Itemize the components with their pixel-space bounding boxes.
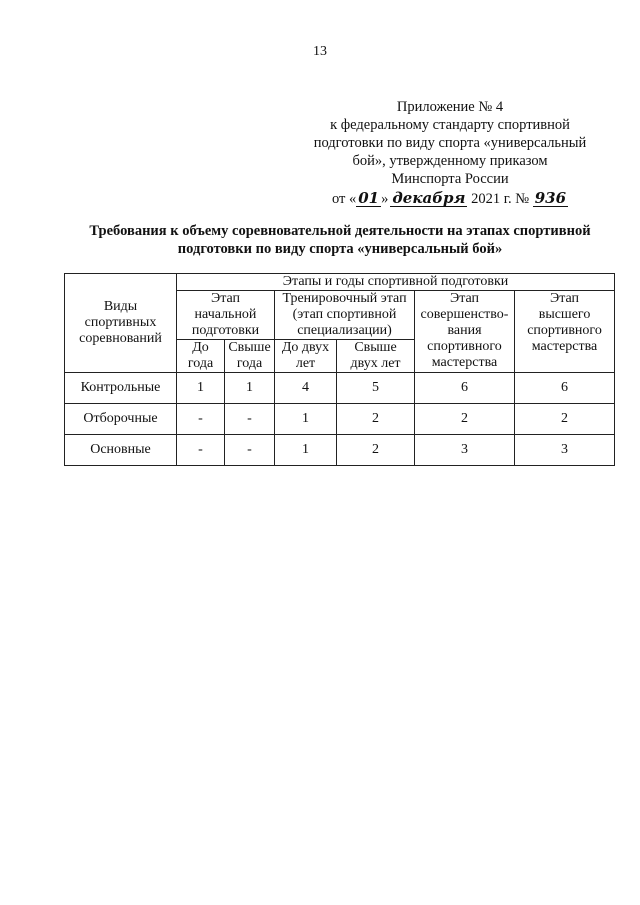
row-label: Отборочные <box>65 404 177 435</box>
header-stage-training <box>275 291 415 340</box>
appendix-header <box>290 98 610 208</box>
table-cell: 1 <box>225 373 275 404</box>
header-text: года <box>236 356 263 371</box>
appendix-line: подготовки по виду спорта «универсальный <box>313 135 587 151</box>
header-text: Этап <box>449 291 480 306</box>
header-text: мастерства <box>431 355 498 370</box>
handwritten-day: 01 <box>358 189 380 207</box>
header-text: подготовки <box>191 323 260 338</box>
header-sub-over-year <box>225 340 275 373</box>
document-title <box>60 222 620 258</box>
header-text: спортивных <box>84 315 157 330</box>
header-text: лет <box>295 356 316 371</box>
table-cell: 6 <box>515 373 615 404</box>
header-sub-over-two-years <box>337 340 415 373</box>
header-stages: Этапы и годы спортивной подготовки <box>177 274 615 291</box>
header-text: До двух <box>281 340 330 355</box>
table-cell: 2 <box>337 404 415 435</box>
table-cell: - <box>177 404 225 435</box>
date-prefix: от « <box>331 191 357 207</box>
header-text: специализации) <box>297 323 392 338</box>
table-row <box>65 435 615 466</box>
handwritten-month: декабря <box>392 189 466 207</box>
year-text: 2021 г. № <box>471 191 530 207</box>
header-text: спортивного <box>527 323 602 338</box>
table-row <box>65 404 615 435</box>
header-competition-types <box>65 274 177 373</box>
handwritten-number: 936 <box>534 189 567 207</box>
appendix-line: бой», утвержденному приказом <box>352 153 548 169</box>
header-text: Свыше <box>354 340 397 355</box>
header-text: Тренировочный этап <box>282 291 407 306</box>
appendix-line: Приложение № 4 <box>396 99 504 115</box>
appendix-line: к федеральному стандарту спортивной <box>330 117 570 133</box>
header-text: совершенство- <box>420 307 509 322</box>
table-cell: - <box>177 435 225 466</box>
table-cell: 5 <box>337 373 415 404</box>
header-text: Этап <box>549 291 580 306</box>
header-text: До <box>192 340 209 355</box>
header-text: начальной <box>194 307 257 322</box>
table-cell: 6 <box>415 373 515 404</box>
header-stage-initial <box>177 291 275 340</box>
order-date-line <box>290 190 610 208</box>
header-text: (этап спортивной <box>292 307 397 322</box>
header-text: спортивного <box>427 339 502 354</box>
table-cell: - <box>225 435 275 466</box>
table-cell: 1 <box>275 404 337 435</box>
table-cell: 2 <box>515 404 615 435</box>
header-text: года <box>187 356 214 371</box>
requirements-table <box>64 273 615 466</box>
title-line: Требования к объему соревновательной деятельности на этапах спортивной <box>89 223 591 239</box>
table-row <box>65 373 615 404</box>
table-cell: 3 <box>515 435 615 466</box>
header-text: двух лет <box>350 356 401 371</box>
header-sub-up-to-year <box>177 340 225 373</box>
quote-close: » <box>381 191 389 207</box>
row-label: Контрольные <box>65 373 177 404</box>
header-text: вания <box>447 323 482 338</box>
header-text: Свыше <box>228 340 271 355</box>
header-text: высшего <box>538 307 591 322</box>
table-cell: 2 <box>337 435 415 466</box>
header-text: Виды <box>103 299 138 314</box>
row-label: Основные <box>65 435 177 466</box>
header-text: Этап <box>210 291 241 306</box>
header-text: соревнований <box>79 331 162 346</box>
header-stage-improvement <box>415 291 515 373</box>
header-stage-highest <box>515 291 615 373</box>
title-line: подготовки по виду спорта «универсальный бой» <box>177 241 503 257</box>
table-cell: 1 <box>177 373 225 404</box>
header-text: мастерства <box>531 339 598 354</box>
table-cell: - <box>225 404 275 435</box>
appendix-line: Минспорта России <box>391 171 509 187</box>
page-number: 13 <box>313 44 327 59</box>
table-cell: 1 <box>275 435 337 466</box>
table-cell: 3 <box>415 435 515 466</box>
header-sub-up-to-two-years <box>275 340 337 373</box>
table-cell: 4 <box>275 373 337 404</box>
table-cell: 2 <box>415 404 515 435</box>
